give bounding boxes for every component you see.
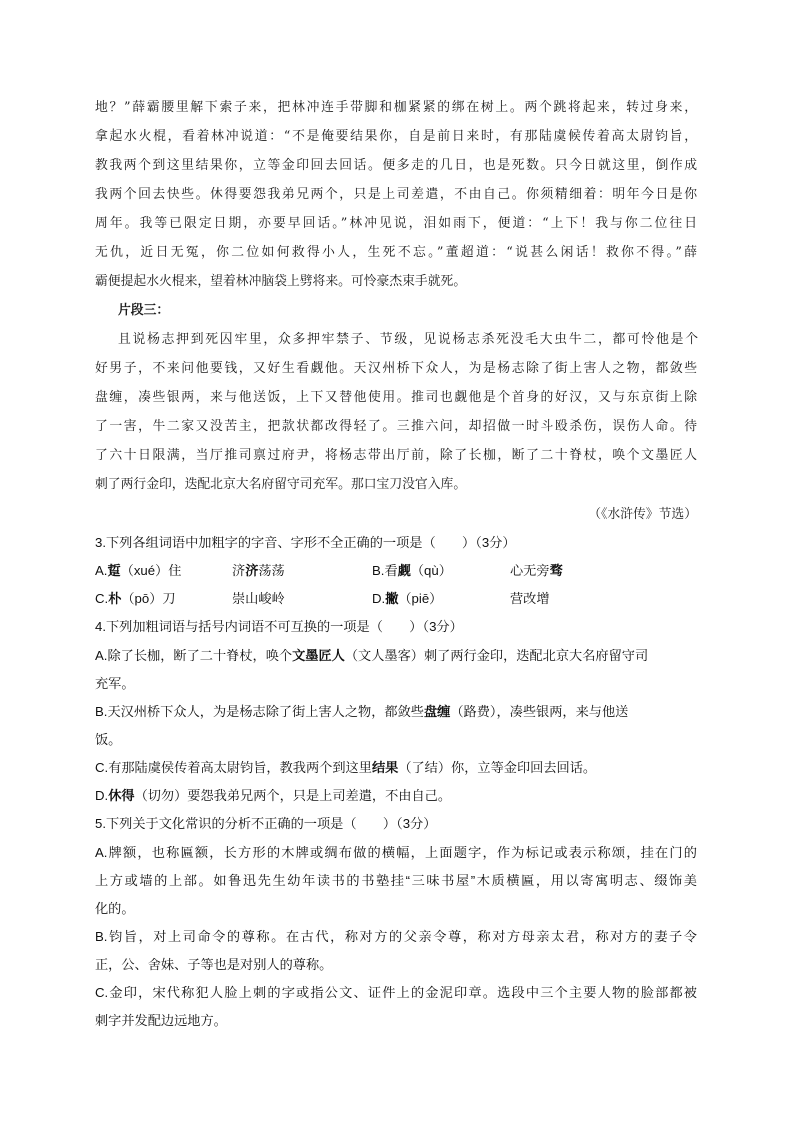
option-text: 荡荡 [258,563,285,578]
q4-stem: 4.下列加粗词语与括号内词语不可互换的一项是（ ）（3分） [95,619,463,634]
q3-option-d [372,588,442,607]
q5-stem: 5.下列关于文化常识的分析不正确的一项是（ ）（3分） [95,816,437,831]
passage-line: 地？”薛霸腰里解下索子来，把林冲连手带脚和枷紧紧的绑在树上。两个跳将起来，转过身来， [95,100,697,115]
q3-stem: 3.下列各组词语中加粗字的字音、字形不全正确的一项是（ ）（3分） [95,535,516,550]
bold-char: 骛 [549,563,563,578]
q4-option-b-line2: 饭。 [95,732,122,747]
bold-word: 休得 [108,788,135,803]
passage-line: 无仇，近日无冤，你二位如何救得小人，生死不忘。”董超道：“说甚么闲话！救你不得。”薛 [95,245,697,260]
option-text: （xué）住 [120,563,182,578]
q5-option-a-line: A.牌额，也称匾额，长方形的木牌或绸布做的横幅，上面题字，作为标记或表示称颂，挂在门的 [95,845,697,860]
option-text: （piē） [398,591,443,606]
bold-char: 济 [245,563,259,578]
q5-option-b-line: 正，公、舍妹、子等也是对别人的尊称。 [95,957,333,972]
passage-line: 刺了两行金印，迭配北京大名府留守司充军。那口宝刀没官入库。 [95,477,467,492]
bold-char: 觑 [397,563,411,578]
q5-option-b-line: B.钧旨，对上司命令的尊称。在古代，称对方的父亲令尊，称对方母亲太君，称对方的妻子令 [95,929,697,944]
option-text: B.天汉州桥下众人，为是杨志除了街上害人之物，都敛些 [95,704,424,719]
bold-word: 文墨匠人 [292,648,345,663]
q4-option-a-line1 [95,645,697,664]
passage-line: 且说杨志押到死囚牢里，众多押牢禁子、节级，见说杨志杀死没毛大虫牛二，都可怜他是个 [118,332,698,347]
bold-char: 撇 [385,591,399,606]
option-label: B.看 [372,563,398,578]
option-text: C.有那陆虞侯传着高太尉钧旨，教我两个到这里 [95,760,372,775]
q5-option-a-line: 化的。 [95,901,135,916]
passage-line: 我两个回去快些。休得要怨我弟兄两个，只是上司差遣，不由自己。你须精细着：明年今日是你 [95,187,697,202]
q3-option-d-word2: 营改增 [510,591,550,606]
passage-line: 了六十日限满，当厅推司禀过府尹，将杨志带出厅前，除了长枷，断了二十脊杖，唤个文墨匠人 [95,448,697,463]
q5-option-c-line: 刺字并发配边远地方。 [95,1013,227,1028]
option-text: A.除了长枷，断了二十脊杖，唤个 [95,648,293,663]
q5-option-c-line: C.金印，宋代称犯人脸上刺的字或指公文、证件上的金泥印章。选段中三个主要人物的脸部都被 [95,985,697,1000]
q4-option-d [95,785,451,804]
bold-word: 盘缠 [423,704,451,719]
option-text: （路费），凑些银两，来与他送 [450,704,629,719]
q4-option-c [95,757,596,776]
option-label: D. [372,591,386,606]
q3-option-b-word2 [510,560,563,579]
source-note: （《水浒传》节选） [588,507,697,522]
bold-char: 踅 [107,563,121,578]
passage-line: 霸便提起水火棍来，望着林冲脑袋上劈将来。可怜豪杰束手就死。 [95,274,467,289]
passage-line: 教我两个到这里结果你，立等金印回去回话。便多走的几日，也是死数。只今日就这里，倒作成 [95,158,697,173]
option-text: （qù） [410,563,452,578]
option-text: （pō）刀 [121,591,176,606]
passage-line: 了一害，牛二家又没苦主，把款状都改得轻了。三推六问，却招做一时斗殴杀伤，误伤人命。待 [95,419,697,434]
q3-option-c [95,588,176,607]
fragment-title: 片段三： [118,303,170,318]
option-text: （了结）你，立等金印回去回话。 [398,760,597,775]
passage-line: 拿起水火棍，看着林冲说道：“不是俺要结果你，自是前日来时，有那陆虞候传着高太尉钧旨， [95,129,697,144]
option-text: （切勿）要怨我弟兄两个，只是上司差遣，不由自己。 [134,788,452,803]
q3-option-a-word2 [232,560,285,579]
option-text: 心无旁 [510,563,550,578]
q3-option-b [372,560,452,579]
option-text: （文人墨客）刺了两行金印，迭配北京大名府留守司 [344,648,649,663]
passage-line: 盘缠，凑些银两，来与他送饭，上下又替他使用。推司也觑他是个首身的好汉，又与东京街上除 [95,390,697,405]
bold-char: 朴 [108,591,122,606]
q4-option-a-line2: 充军。 [95,676,135,691]
option-text: 济 [232,563,246,578]
q3-option-c-word2: 崇山峻岭 [232,591,285,606]
option-label: C. [95,591,109,606]
bold-word: 结果 [371,760,399,775]
passage-line: 好男子，不来问他要钱，又好生看觑他。天汉州桥下众人，为是杨志除了街上害人之物，都敛些 [95,361,697,376]
q5-option-a-line: 上方或墙的上部。如鲁迅先生幼年读书的书塾挂“三味书屋”木质横匾，用以寄寓明志、缀饰美 [95,873,697,888]
passage-line: 周年。我等已限定日期，亦要早回话。”林冲见说，泪如雨下，便道：“上下！我与你二位往日 [95,216,697,231]
option-label: D. [95,788,109,803]
option-label: A. [95,563,108,578]
q4-option-b-line1 [95,701,628,720]
q3-option-a [95,560,181,579]
